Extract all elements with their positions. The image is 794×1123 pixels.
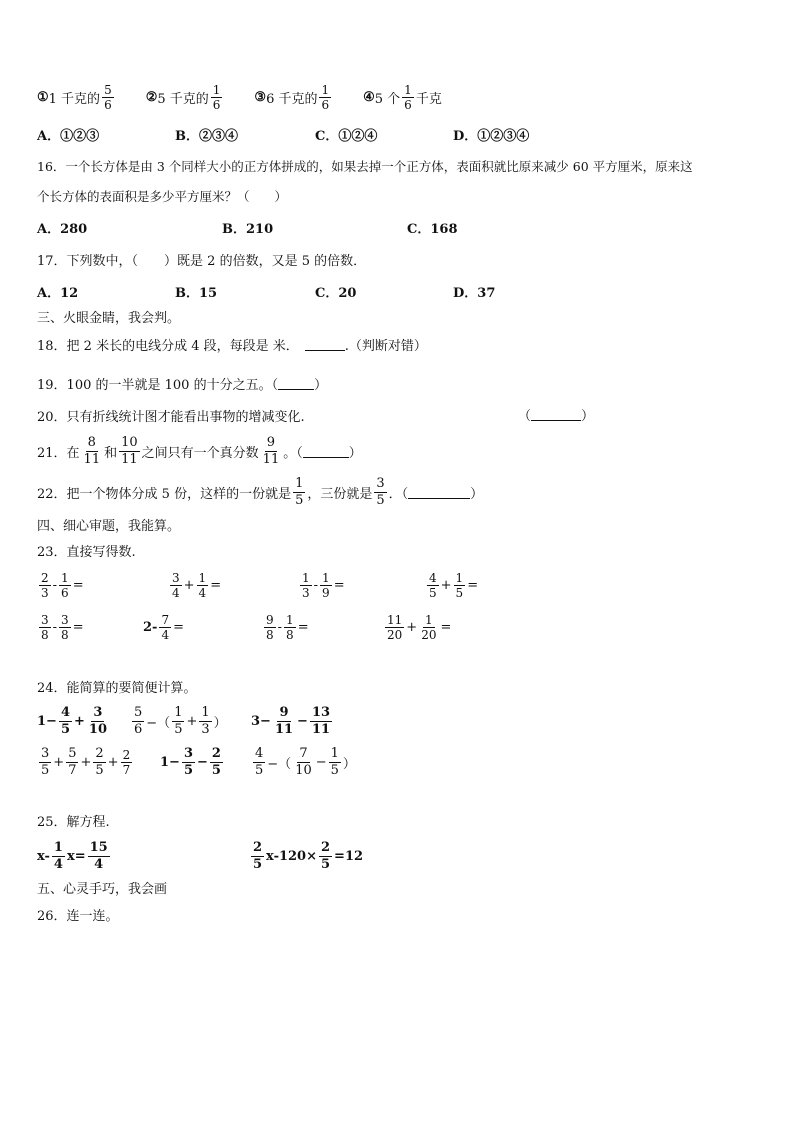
fraction: $\frac{1}{5}$ xyxy=(174,704,183,737)
fraction: $\frac{1}{8}$ xyxy=(286,612,294,642)
fraction: $\frac{9}{11}$ xyxy=(274,704,294,737)
q17-text: 17．下列数中，（ ）既是 2 的倍数，又是 5 的倍数． xyxy=(37,254,367,269)
fraction: $\frac{2}{5}$ xyxy=(321,839,331,872)
q15-choice-d[interactable]: D．①②③④ xyxy=(453,129,530,144)
q24-expr-1: 1− $\frac{4}{5}$ + $\frac{3}{10}$ xyxy=(37,704,107,737)
q18-text: 18．把 2 米长的电线分成 4 段，每段是 米． xyxy=(37,338,299,354)
fraction: $\frac{2}{5}$ xyxy=(95,745,104,778)
fraction: $\frac{13}{11}$ xyxy=(311,704,331,737)
fraction: $\frac{3}{8}$ xyxy=(41,612,49,642)
fraction: $\frac{4}{5}$ xyxy=(60,704,70,737)
fraction: $\frac{3}{5}$ xyxy=(41,745,50,778)
fraction: $\frac{3}{4}$ xyxy=(172,570,180,600)
fraction: $\frac{15}{4}$ xyxy=(89,839,108,872)
fraction: $\frac{7}{10}$ xyxy=(295,745,312,778)
q23-title: 23．直接写得数. xyxy=(37,545,136,560)
q15-choice-b[interactable]: B．②③④ xyxy=(175,129,238,144)
q16-text-line2: 个长方体的表面积是多少平方厘米？（ ） xyxy=(37,189,288,204)
section-4-heading: 四、细心审题，我能算。 xyxy=(37,519,181,534)
q20-text: 20．只有折线统计图才能看出事物的增减变化. xyxy=(37,410,305,425)
q18-line xyxy=(37,335,427,353)
fraction: $\frac{1}{5}$ xyxy=(330,745,339,778)
fraction: $\frac{4}{5}$ xyxy=(255,745,264,778)
fraction: $\frac{3}{10}$ xyxy=(88,704,107,737)
q15-option-2: ② 5 千克的 $\frac{1}{6}$ xyxy=(145,82,221,112)
q15-choice-c[interactable]: C．①②④ xyxy=(315,129,378,144)
q20-open-paren: （ xyxy=(518,408,532,424)
section-5-heading: 五、心灵手巧，我会画 xyxy=(37,882,168,897)
q15-option-3: ③ 6 千克的 $\frac{1}{6}$ xyxy=(254,82,330,112)
fraction: $\frac{1}{5}$ xyxy=(455,570,464,600)
q25-title: 25．解方程. xyxy=(37,815,110,830)
q22-answer-blank[interactable] xyxy=(408,486,470,499)
fraction: $\frac{1}{6}$ xyxy=(321,82,330,112)
fraction: $\frac{4}{5}$ xyxy=(429,570,437,600)
q15-choice-a[interactable]: A．①②③ xyxy=(37,129,100,144)
fraction: $\frac{7}{4}$ xyxy=(161,612,170,642)
q18-suffix: .（判断对错） xyxy=(344,338,427,354)
fraction: $\frac{1}{6}$ xyxy=(212,82,221,112)
q17-choice-b[interactable]: B．15 xyxy=(175,286,218,301)
q19-text: 19．100 的一半就是 100 的十分之五。（ xyxy=(37,377,279,393)
q15-options xyxy=(37,78,442,116)
q19-line xyxy=(37,374,327,392)
q23-expr: $\frac{3}{8}$ - $\frac{3}{8}$ = xyxy=(41,612,84,642)
fraction: $\frac{3}{8}$ xyxy=(61,612,69,642)
q16-text-line1: 16．一个长方体是由 3 个同样大小的正方体拼成的，如果去掉一个正方体，表面积就比原来减少 60 平方厘米，原来这 xyxy=(37,159,693,174)
fraction: $\frac{5}{7}$ xyxy=(68,745,77,778)
q16-choice-c[interactable]: C．168 xyxy=(407,222,458,237)
q23-expr: $\frac{1}{3}$ - $\frac{1}{9}$ = xyxy=(302,570,345,600)
fraction: $\frac{2}{3}$ xyxy=(41,570,49,600)
q24-expr-2: $\frac{5}{6}$ −（ $\frac{1}{5}$ + $\frac{1}{3}$ ） xyxy=(134,704,227,737)
q26-title: 26．连一连。 xyxy=(37,909,119,924)
q22-line: 22．把一个物体分成 5 份，这样的一份就是 $\frac{1}{5}$ ，三份就是 $\frac{3}{5}$ ．（ ） xyxy=(37,475,484,508)
q20-answer-blank[interactable] xyxy=(531,408,581,421)
q19-answer-blank[interactable] xyxy=(278,377,314,390)
q16-choice-b[interactable]: B．210 xyxy=(222,222,274,237)
fraction: $\frac{2}{7}$ xyxy=(122,747,131,777)
fraction: $\frac{1}{3}$ xyxy=(201,704,210,737)
q25-equation-2: $\frac{2}{5}$ x-120× $\frac{2}{5}$ =12 xyxy=(253,839,364,872)
q24-expr-5: 1− $\frac{3}{5}$ − $\frac{2}{5}$ xyxy=(160,745,221,778)
fraction: $\frac{1}{4}$ xyxy=(198,570,207,600)
q16-choice-a[interactable]: A．280 xyxy=(37,222,88,237)
fraction: $\frac{9}{8}$ xyxy=(266,612,274,642)
q23-expr: $\frac{4}{5}$ + $\frac{1}{5}$ = xyxy=(429,570,479,600)
fraction: $\frac{2}{5}$ xyxy=(253,839,263,872)
fraction: $\frac{5}{6}$ xyxy=(134,704,143,737)
q21-answer-blank[interactable] xyxy=(303,445,349,458)
q23-expr: $\frac{3}{4}$ + $\frac{1}{4}$ = xyxy=(172,570,222,600)
q17-choice-a[interactable]: A．12 xyxy=(37,286,79,301)
q24-expr-6: $\frac{4}{5}$ −（ $\frac{7}{10}$ − $\frac{1}{5}$ ） xyxy=(255,745,356,778)
q19-close-paren: ） xyxy=(314,377,328,393)
q20-answer xyxy=(518,405,594,423)
fraction: $\frac{8}{11}$ xyxy=(83,434,101,467)
q25-equation-1: x- $\frac{1}{4}$ x= $\frac{15}{4}$ xyxy=(37,839,108,872)
q15-option-1: ① 1 千克的 $\frac{5}{6}$ xyxy=(37,82,112,112)
q17-choice-d[interactable]: D．37 xyxy=(453,286,496,301)
q23-expr: $\frac{11}{20}$ + $\frac{1}{20}$ = xyxy=(387,612,452,642)
q17-choice-c[interactable]: C．20 xyxy=(315,286,357,301)
fraction: $\frac{1}{5}$ xyxy=(295,475,304,508)
fraction: $\frac{1}{6}$ xyxy=(404,82,412,112)
fraction: $\frac{1}{3}$ xyxy=(302,570,310,600)
fraction: $\frac{3}{5}$ xyxy=(376,475,385,508)
section-3-heading: 三、火眼金睛，我会判。 xyxy=(37,311,181,326)
fraction: $\frac{2}{5}$ xyxy=(211,745,221,778)
q24-title: 24．能简算的要简便计算。 xyxy=(37,681,197,696)
q24-expr-4: $\frac{3}{5}$ + $\frac{5}{7}$ + $\frac{2}{5}$ + $\frac{2}{7}$ xyxy=(41,745,131,778)
fraction: $\frac{1}{9}$ xyxy=(322,570,330,600)
q18-answer-blank[interactable] xyxy=(305,338,345,351)
fraction: $\frac{1}{6}$ xyxy=(61,570,69,600)
q21-line: 21．在 $\frac{8}{11}$ 和 $\frac{10}{11}$ 之间只有一个真分数 $\frac{9}{11}$ 。（ ） xyxy=(37,434,362,467)
fraction: $\frac{5}{6}$ xyxy=(104,82,112,112)
q23-expr: 2- $\frac{7}{4}$ = xyxy=(143,612,184,642)
fraction: $\frac{3}{5}$ xyxy=(183,745,193,778)
fraction: $\frac{1}{20}$ xyxy=(421,612,437,642)
fraction: $\frac{10}{11}$ xyxy=(121,434,138,467)
q24-expr-3: 3− $\frac{9}{11}$ − $\frac{13}{11}$ xyxy=(251,704,331,737)
q20-close-paren: ） xyxy=(581,408,595,424)
q23-expr: $\frac{2}{3}$ - $\frac{1}{6}$ = xyxy=(41,570,84,600)
fraction: $\frac{11}{20}$ xyxy=(387,612,403,642)
fraction: $\frac{1}{4}$ xyxy=(53,839,63,872)
q15-option-4: ④ 5 个 $\frac{1}{6}$ 千克 xyxy=(363,82,442,112)
fraction: $\frac{9}{11}$ xyxy=(262,434,280,467)
q23-expr: $\frac{9}{8}$ - $\frac{1}{8}$ = xyxy=(266,612,309,642)
